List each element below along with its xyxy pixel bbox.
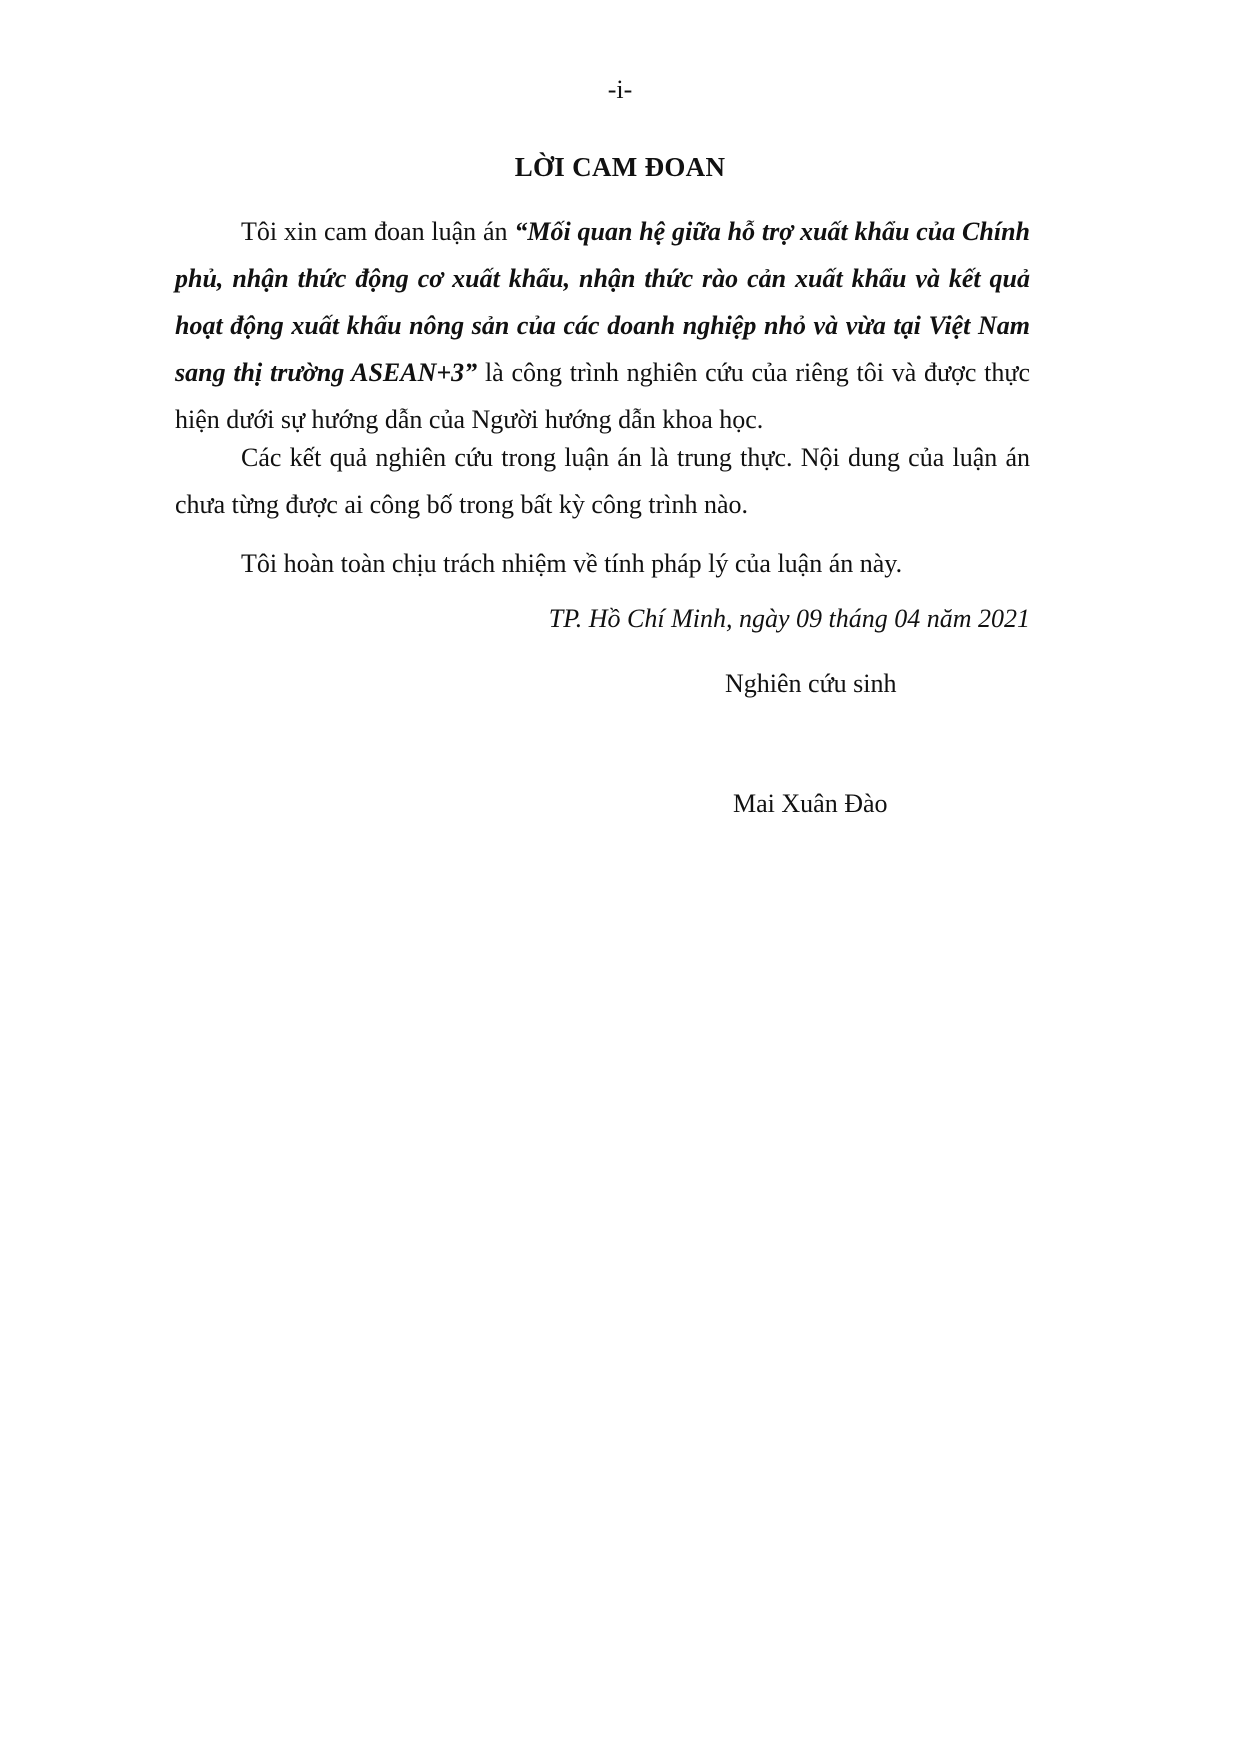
signer-name: Mai Xuân Đào: [733, 789, 888, 818]
declaration-paragraph: [175, 208, 1030, 443]
signer-role: Nghiên cứu sinh: [725, 669, 897, 698]
place-date: TP. Hồ Chí Minh, ngày 09 tháng 04 năm 2021: [548, 604, 1030, 633]
responsibility-paragraph: Tôi hoàn toàn chịu trách nhiệm về tính pháp lý của luận án này.: [241, 549, 903, 578]
declaration-outro: là công trình nghiên cứu của riêng tôi và được thực hiện dưới sự hướng dẫn của Người hướng dẫn khoa học.: [175, 358, 1030, 434]
page-number: -i-: [607, 75, 633, 104]
page-title: LỜI CAM ĐOAN: [514, 152, 726, 182]
thesis-title: “Mối quan hệ giữa hỗ trợ xuất khẩu của Chính phủ, nhận thức động cơ xuất khẩu, nhận thức rào cản xuất khẩu và kết quả hoạt động xuất khẩu nông sản của các doanh nghiệp nhỏ và vừa tại Việt Nam sang thị trường ASEAN+3”: [175, 217, 1030, 387]
declaration-intro: Tôi xin cam đoan luận án: [241, 217, 515, 246]
honesty-paragraph: Các kết quả nghiên cứu trong luận án là trung thực. Nội dung của luận án chưa từng được ai công bố trong bất kỳ công trình nào.: [175, 443, 1030, 519]
